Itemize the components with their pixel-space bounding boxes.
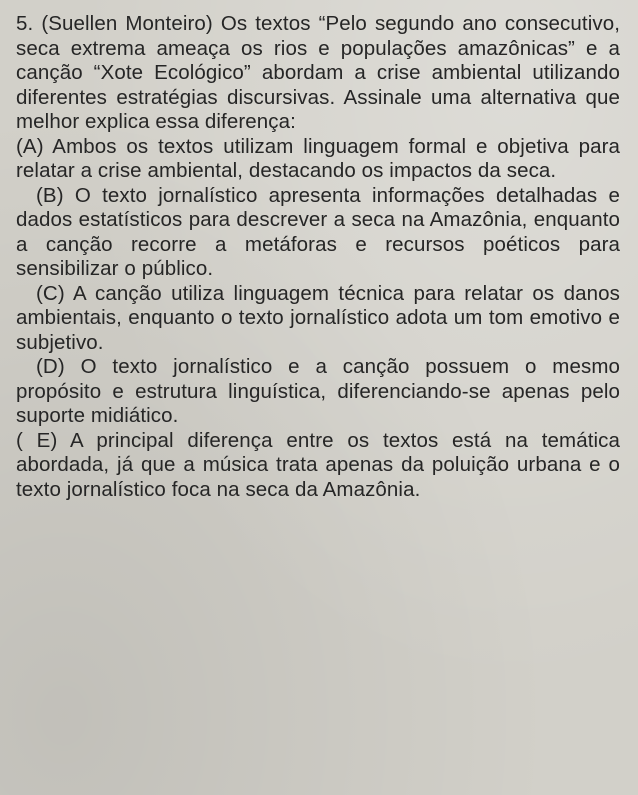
question-5 bbox=[16, 12, 620, 502]
question-stem: 5. (Suellen Monteiro) Os textos “Pelo segundo ano consecutivo, seca extrema ameaça os rios e populações amazônicas” e a canção “Xote Ecológico” abordam a crise ambiental utilizando diferentes estratégias discursivas. Assinale uma alternativa que melhor explica essa diferença: bbox=[16, 12, 620, 133]
option-e: ( E) A principal diferença entre os textos está na temática abordada, já que a música trata apenas da poluição urbana e o texto jornalístico foca na seca da Amazônia. bbox=[16, 428, 620, 501]
option-c: (C) A canção utiliza linguagem técnica para relatar os danos ambientais, enquanto o texto jornalístico adota um tom emotivo e subjetivo. bbox=[16, 281, 620, 354]
option-b: (B) O texto jornalístico apresenta informações detalhadas e dados estatísticos para descrever a seca na Amazônia, enquanto a canção recorre a metáforas e recursos poéticos para sensibilizar o público. bbox=[16, 183, 620, 280]
option-d: (D) O texto jornalístico e a canção possuem o mesmo propósito e estrutura linguística, diferenciando-se apenas pelo suporte midiático. bbox=[16, 355, 620, 427]
option-a: (A) Ambos os textos utilizam linguagem formal e objetiva para relatar a crise ambiental, destacando os impactos da seca. bbox=[16, 134, 620, 182]
